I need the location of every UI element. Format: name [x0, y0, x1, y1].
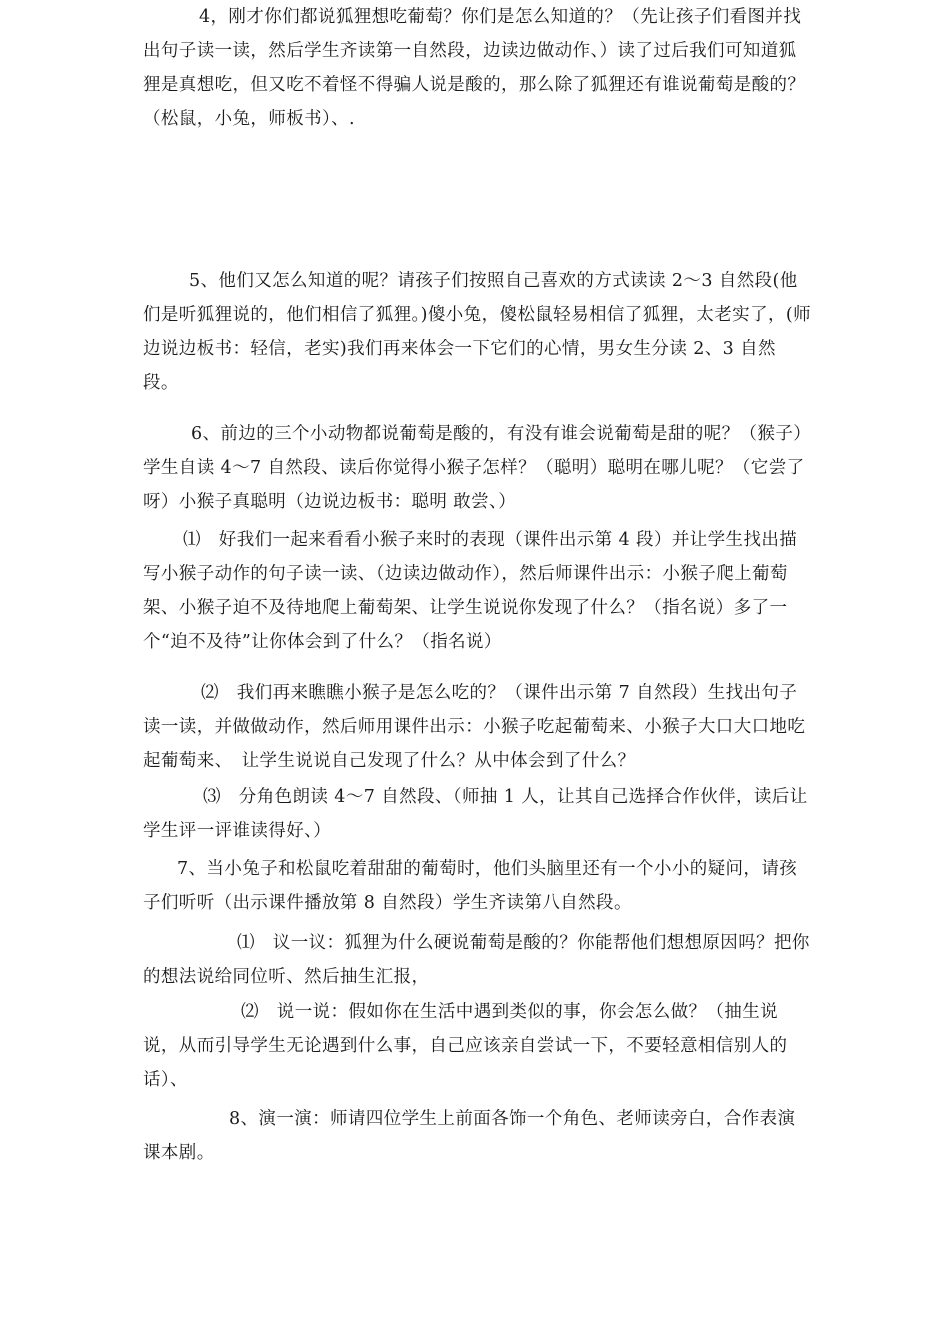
- paragraph-step-7-item-2: ⑵ 说一说：假如你在生活中遇到类似的事，你会怎么做？（抽生说说，从而引导学生无论遇到什么事，自己应该亲自尝试一下，不要轻意相信别人的话）、: [143, 1002, 788, 1090]
- paragraph-step-5: 5、他们又怎么知道的呢？请孩子们按照自己喜欢的方式读读 2～3 自然段(他们是听狐狸说的，他们相信了狐狸。)傻小兔，傻松鼠轻易相信了狐狸，太老实了，(师边说边板书：轻信，老实)我们再来体会一下它们的心情，男女生分读 2、3 自然段。: [143, 271, 812, 393]
- paragraph-step-6-item-2: ⑵ 我们再来瞧瞧小猴子是怎么吃的？（课件出示第 7 自然段）生找出句子读一读，并做做动作，然后师用课件出示：小猴子吃起葡萄来、小猴子大口大口地吃起葡萄来、 让学生说说自己发现了什么？从中体会到了什么？: [143, 683, 806, 771]
- lesson-text: [143, 0, 811, 136]
- paragraph-step-6-item-3: ⑶ 分角色朗读 4～7 自然段、（师抽 1 人，让其自己选择合作伙伴，读后让学生评一评谁读得好、）: [143, 787, 808, 841]
- paragraph-step-6-item-1: ⑴ 好我们一起来看看小猴子来时的表现（课件出示第 4 段）并让学生找出描写小猴子动作的句子读一读、（边读边做动作），然后师课件出示：小猴子爬上葡萄架、小猴子迫不及待地爬上葡萄架、让学生说说你发现了什么？（指名说）多了一个“迫不及待”让你体会到了什么？（指名说）: [143, 530, 798, 652]
- paragraph-step-7-item-1: ⑴ 议一议：狐狸为什么硬说葡萄是酸的？你能帮他们想想原因吗？把你的想法说给同位听、然后抽生汇报，: [143, 933, 810, 987]
- paragraph-step-6: 6、前边的三个小动物都说葡萄是酸的，有没有谁会说葡萄是甜的呢？（猴子）学生自读 4～7 自然段、读后你觉得小猴子怎样？（聪明）聪明在哪儿呢？（它尝了呀）小猴子真聪明（边说边板书：聪明 敢尝、）: [143, 424, 805, 512]
- paragraph-step-7: 7、当小兔子和松鼠吃着甜甜的葡萄时，他们头脑里还有一个小小的疑问，请孩子们听听（出示课件播放第 8 自然段）学生齐读第八自然段。: [143, 859, 798, 913]
- paragraph-step-4: 4，刚才你们都说狐狸想吃葡萄？你们是怎么知道的？（先让孩子们看图并找出句子读一读，然后学生齐读第一自然段，边读边做动作、）读了过后我们可知道狐狸是真想吃，但又吃不着怪不得骗人说是酸的，那么除了狐狸还有谁说葡萄是酸的？（松鼠，小兔，师板书）、.: [143, 7, 806, 129]
- paragraph-step-8: 8、演一演：师请四位学生上前面各饰一个角色、老师读旁白，合作表演课本剧。: [143, 1109, 796, 1163]
